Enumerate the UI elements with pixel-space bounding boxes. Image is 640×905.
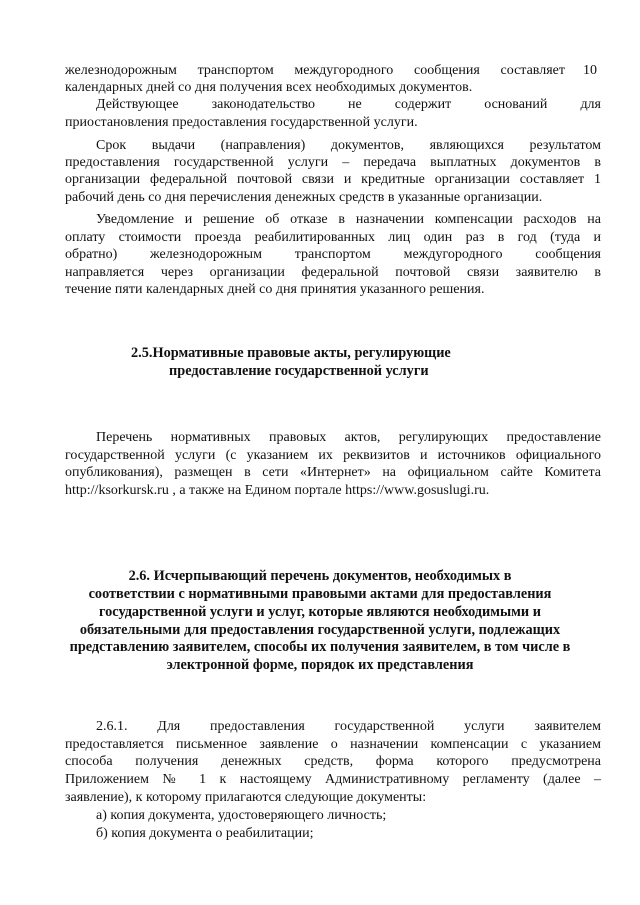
paragraph-line: Приложением № 1 к настоящему Административному регламенту (далее –	[65, 772, 601, 787]
number-value: 10	[583, 63, 597, 78]
paragraph-line: Действующее законодательство не содержит оснований для	[96, 97, 601, 112]
paragraph-line: оплату стоимости проезда реабилитированных лиц один раз в год (туда и	[65, 230, 601, 245]
paragraph-line: Уведомление и решение об отказе в назначении компенсации расходов на	[96, 212, 601, 227]
section-heading: 2.6. Исчерпывающий перечень документов, необходимых в	[128, 568, 512, 584]
paragraph-line: 2.6.1. Для предоставления государственной услуги заявителем	[96, 719, 601, 734]
section-heading: соответствии с нормативными правовыми актами для предоставления	[88, 586, 552, 602]
section-heading: 2.5.Нормативные правовые акты, регулирующие	[131, 345, 451, 361]
paragraph-line: организации федеральной почтовой связи и кредитные организации составляет 1	[65, 172, 601, 187]
section-heading: предоставление государственной услуги	[169, 363, 429, 379]
section-heading: государственной услуги и услуг, которые являются необходимыми и	[99, 604, 541, 620]
paragraph-line: опубликования), размещен в сети «Интернет» на официальном сайте Комитета	[65, 465, 601, 480]
section-heading: представлению заявителем, способы их получения заявителем, в том числе в	[69, 639, 571, 655]
list-item: а) копия документа, удостоверяющего личность;	[96, 808, 387, 823]
paragraph-line: направляется через организации федеральной почтовой связи заявителю в	[65, 265, 601, 280]
paragraph-line: рабочий день со дня перечисления денежных средств в указанные организации.	[65, 190, 543, 205]
paragraph-line: железнодорожным транспортом междугородного сообщения составляет	[65, 63, 565, 78]
paragraph-line: заявление), к которому прилагаются следующие документы:	[65, 790, 427, 805]
paragraph-line: http://ksorkursk.ru , а также на Едином портале https://www.gosuslugi.ru.	[65, 483, 490, 498]
paragraph-line: Перечень нормативных правовых актов, регулирующих предоставление	[96, 430, 601, 445]
paragraph-line: предоставления государственной услуги – передача выплатных документов в	[65, 155, 601, 170]
section-heading: электронной форме, порядок их представления	[166, 657, 474, 673]
paragraph-line: календарных дней со дня получения всех необходимых документов.	[65, 80, 473, 95]
paragraph-line: Срок выдачи (направления) документов, являющихся результатом	[96, 138, 601, 153]
list-item: б) копия документа о реабилитации;	[96, 826, 314, 841]
paragraph-line: предоставляется письменное заявление о назначении компенсации с указанием	[65, 737, 601, 752]
section-heading: обязательными для предоставления государственной услуги, подлежащих	[79, 622, 561, 638]
paragraph-line: приостановления предоставления государственной услуги.	[65, 115, 418, 130]
paragraph-line: течение пяти календарных дней со дня принятия указанного решения.	[65, 282, 485, 297]
paragraph-line: государственной услуги (с указанием их реквизитов и источников официального	[65, 448, 601, 463]
paragraph-line: обратно) железнодорожным транспортом междугородного сообщения	[65, 247, 601, 262]
paragraph-line: способа получения денежных средств, форма которого предусмотрена	[65, 754, 601, 769]
